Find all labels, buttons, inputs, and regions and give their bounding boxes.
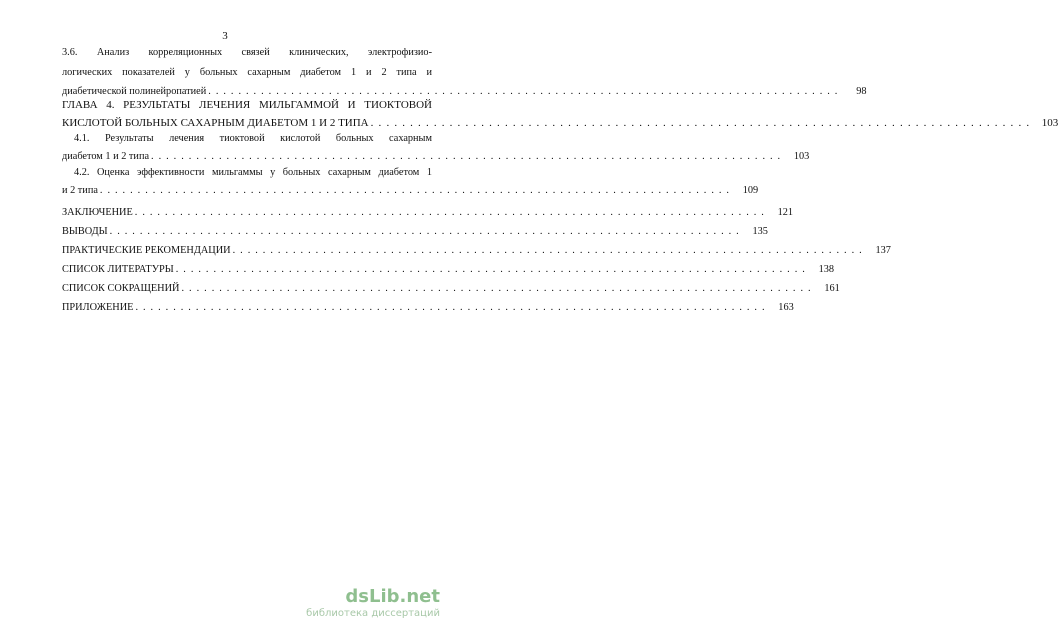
toc-page-number: 103 [793,150,810,162]
toc-page-number: 121 [777,207,794,218]
watermark-subtitle: библиотека диссертаций [306,608,440,619]
toc-entry-findings [62,225,768,240]
toc-entry-conclusion [62,206,794,221]
leader-dots: . . . . . . . . . . . . . . . . . . . . . . . . . . . . . . . . . . . . . . . . . . . . . . . . . . . . . . . . . . . . . . . . . . . . . . . . . . . . . . . . . . . . [181,283,812,294]
toc-page-number: 138 [818,264,835,275]
toc-entry-chapter-4 [62,98,1058,130]
toc-entry-leader [62,150,810,165]
toc-entry-text: ПРАКТИЧЕСКИЕ РЕКОМЕНДАЦИИ [62,245,231,256]
leader-dots: . . . . . . . . . . . . . . . . . . . . . . . . . . . . . . . . . . . . . . . . . . . . . . . . . . . . . . . . . . . . . . . . . . . . . . . . . . . . . . . . . . . . [109,226,740,237]
leader-dots: . . . . . . . . . . . . . . . . . . . . . . . . . . . . . . . . . . . . . . . . . . . . . . . . . . . . . . . . . . . . . . . . . . . . . . . . . . . . . . . . . . . . [208,86,839,97]
toc-entry-abbreviations [62,282,840,297]
toc-entry-text: ВЫВОДЫ [62,226,108,237]
toc-page-number: 135 [752,226,768,237]
leader-dots: . . . . . . . . . . . . . . . . . . . . . . . . . . . . . . . . . . . . . . . . . . . . . . . . . . . . . . . . . . . . . . . . . . . . . . . . . . . . . . . . . . . . [99,184,731,196]
toc-entry-text: диабетом 1 и 2 типа [62,150,150,162]
toc-entry-leader [62,116,1058,131]
toc-entry-appendix [62,301,794,316]
toc-entry-text: СПИСОК ЛИТЕРАТУРЫ [62,264,174,275]
toc-entry-leader [62,184,759,199]
toc-entry-text: и 2 типа [62,184,98,196]
toc-entry-4-1 [62,132,810,164]
toc-page-number: 163 [778,302,794,313]
toc-entry-3-6 [62,46,867,100]
leader-dots: . . . . . . . . . . . . . . . . . . . . . . . . . . . . . . . . . . . . . . . . . . . . . . . . . . . . . . . . . . . . . . . . . . . . . . . . . . . . . . . . . . . . [175,264,807,275]
watermark-logo: dsLib.net [345,586,440,607]
toc-entry-text: СПИСОК СОКРАЩЕНИЙ [62,283,180,294]
toc-page-number: 98 [856,86,867,97]
toc-entry-text: ПРИЛОЖЕНИЕ [62,302,134,313]
toc-page-number: 161 [824,283,840,294]
toc-entry-text: 4.2. Оценка эффективности мильгаммы у больных сахарным диабетом 1 [74,167,432,178]
leader-dots: . . . . . . . . . . . . . . . . . . . . . . . . . . . . . . . . . . . . . . . . . . . . . . . . . . . . . . . . . . . . . . . . . . . . . . . . . . . . . . . . . . . . [135,302,766,313]
toc-entry-text: диабетической полинейропатией [62,86,207,97]
toc-entry-recommendations [62,244,891,259]
toc-entry-text: 4.1. Результаты лечения тиоктовой кислотой больных сахарным [74,133,432,144]
toc-entry-references [62,263,835,278]
toc-entry-text: ЗАКЛЮЧЕНИЕ [62,207,133,218]
leader-dots: . . . . . . . . . . . . . . . . . . . . . . . . . . . . . . . . . . . . . . . . . . . . . . . . . . . . . . . . . . . . . . . . . . . . . . . . . . . . . . . . . . . . [370,116,1031,129]
page-number: 3 [222,30,228,42]
toc-entry-text: 3.6. Анализ корреляционных связей клинических, электрофизио- [62,47,432,58]
leader-dots: . . . . . . . . . . . . . . . . . . . . . . . . . . . . . . . . . . . . . . . . . . . . . . . . . . . . . . . . . . . . . . . . . . . . . . . . . . . . . . . . . . . . [134,207,766,218]
toc-page-number: 103 [1041,116,1058,129]
toc-entry-text: ГЛАВА 4. РЕЗУЛЬТАТЫ ЛЕЧЕНИЯ МИЛЬГАММОЙ И ТИОКТОВОЙ [62,99,432,111]
toc-page-number: 109 [742,184,759,196]
toc-entry-4-2 [62,166,759,198]
leader-dots: . . . . . . . . . . . . . . . . . . . . . . . . . . . . . . . . . . . . . . . . . . . . . . . . . . . . . . . . . . . . . . . . . . . . . . . . . . . . . . . . . . . . [151,150,782,162]
watermark [280,586,440,624]
leader-dots: . . . . . . . . . . . . . . . . . . . . . . . . . . . . . . . . . . . . . . . . . . . . . . . . . . . . . . . . . . . . . . . . . . . . . . . . . . . . . . . . . . . . [232,245,863,256]
toc-entry-text: логических показателей у больных сахарным диабетом 1 и 2 типа и [62,66,432,78]
toc-entry-text: КИСЛОТОЙ БОЛЬНЫХ САХАРНЫМ ДИАБЕТОМ 1 И 2 ТИПА [62,116,369,129]
toc-page-number: 137 [875,245,891,256]
